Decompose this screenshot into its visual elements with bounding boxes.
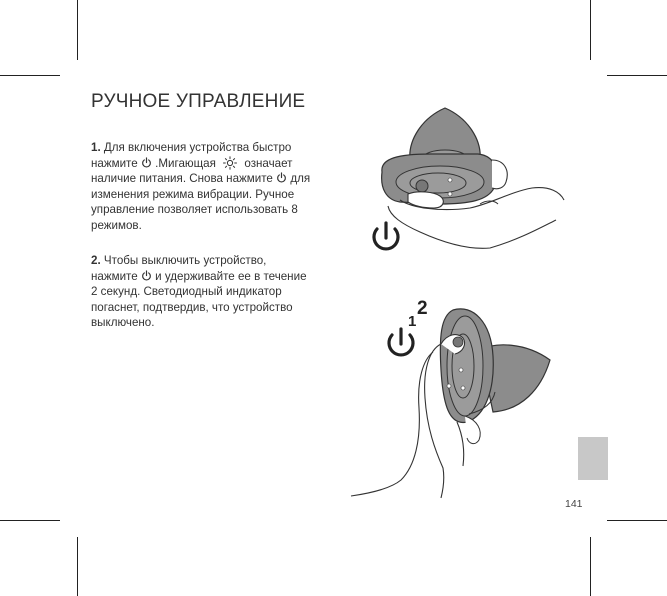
power-icon	[141, 270, 152, 281]
illustration-power-on	[360, 100, 580, 270]
step-1-line	[91, 156, 341, 172]
step-2-line	[91, 269, 341, 285]
step-1-text: наличие питания. Снова нажмите	[91, 172, 273, 186]
step-2-line	[91, 253, 341, 269]
power-icon	[374, 223, 398, 249]
step-1-text: означает	[244, 156, 293, 170]
page-number: 141	[565, 498, 583, 510]
step-2-line: 2 секунд. Светодиодный индикатор	[91, 285, 282, 299]
step-number: 2.	[91, 254, 101, 267]
page-title: РУЧНОЕ УПРАВЛЕНИЕ	[91, 91, 306, 112]
crop-mark	[590, 0, 591, 60]
step-2-line: выключено.	[91, 316, 155, 330]
step-2-paragraph	[91, 253, 341, 331]
chapter-tab-marker	[578, 437, 608, 480]
step-2-line: погаснет, подтвердив, что устройство	[91, 300, 293, 314]
step-1-text: Для включения устройства быстро	[103, 141, 292, 154]
step-1-text: .Мигающая	[155, 156, 216, 170]
crop-mark	[590, 537, 591, 596]
step-1-paragraph	[91, 140, 341, 234]
power-icon	[389, 329, 413, 355]
step-1-text: нажмите	[91, 156, 138, 170]
crop-mark	[0, 75, 60, 76]
step-1-line: режимов.	[91, 218, 142, 232]
crop-mark	[77, 0, 78, 60]
crop-mark	[607, 75, 667, 76]
step-1-text: для	[290, 172, 311, 186]
press-count-1: 1	[408, 313, 417, 330]
step-1-line: изменения режима вибрации. Ручное	[91, 187, 295, 201]
step-2-text: Чтобы выключить устройство,	[103, 254, 267, 267]
step-2-text: и удерживайте ее в течение	[155, 269, 307, 283]
led-blink-icon	[222, 156, 238, 170]
step-number: 1.	[91, 141, 101, 154]
crop-mark	[607, 520, 667, 521]
crop-mark	[0, 520, 60, 521]
step-1-line	[91, 140, 341, 156]
step-1-line: управление позволяет использовать 8	[91, 203, 298, 217]
step-1-line	[91, 171, 341, 187]
power-icon	[141, 157, 152, 168]
crop-mark	[77, 537, 78, 596]
illustration-power-off	[345, 290, 570, 500]
power-icon	[276, 172, 287, 183]
step-2-text: нажмите	[91, 269, 138, 283]
press-count-2: 2	[417, 298, 428, 319]
